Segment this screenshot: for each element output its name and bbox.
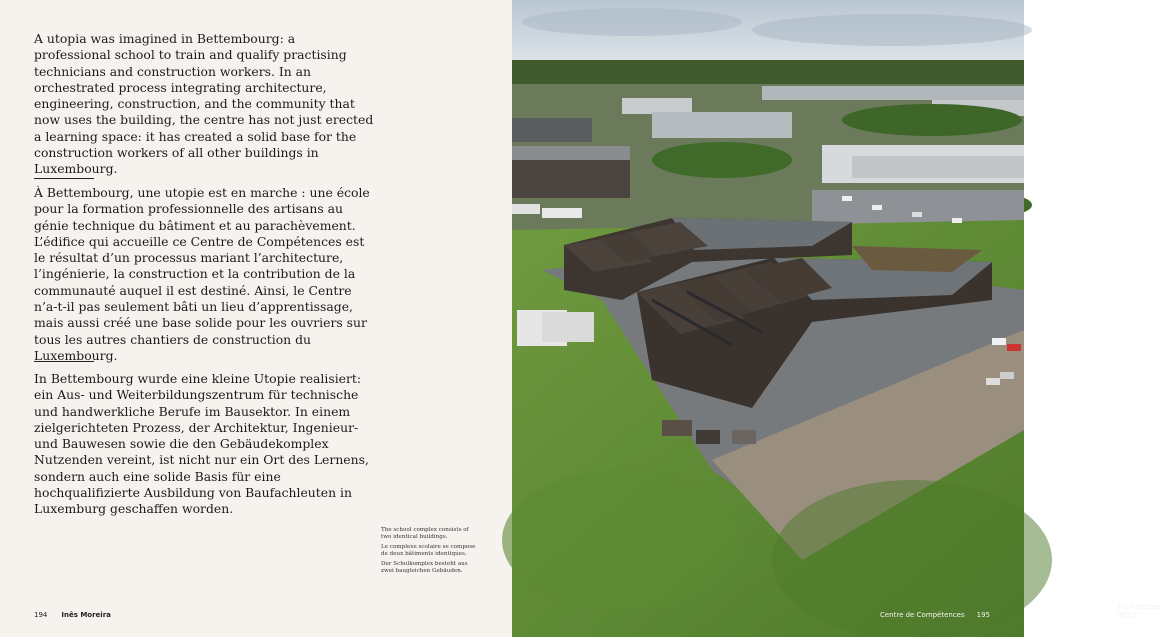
- chapter-title: Centre de Compétences: [879, 611, 965, 619]
- background-building: [652, 112, 792, 138]
- car: [992, 338, 1006, 345]
- caption-german: Der Schulkomplex besteht aus zwei baugleichen Gebäuden.: [381, 561, 468, 574]
- page-number-left: 194: [34, 611, 48, 619]
- car: [986, 378, 1000, 385]
- divider-rule: [34, 361, 94, 362]
- paragraph-german: In Bettembourg wurde eine kleine Utopie realisiert: ein Aus- und Weiterbildungszentrum für technische und handwerkliche Berufe im Bausektor. In einem zielgerichteten Prozess, der Architektur, Ingenieur- und Bauwesen sowie die den Gebäudekomplex Nutzenden vereint, ist nicht nur ein Ort des Lernens, sondern auch eine solide Basis für eine hochqualifizierte Ausbildung von Baufachleuten in Luxemburg geschaffen worden.: [34, 371, 369, 517]
- divider-rule: [34, 178, 94, 179]
- background-building: [622, 98, 692, 114]
- left-page: [0, 0, 512, 637]
- paragraph-french: À Bettembourg, une utopie est en marche : une école pour la formation professionnelle des artisans au génie technique du bâtiment et au parachèvement. L’édifice qui accueille ce Centre de Compétences est le résultat d’un processus mariant l’architecture, l’ingénierie, la construction et la contribution de la communauté auquel il est destiné. Ainsi, le Centre n’a-t-il pas seulement bâti un lieu d’apprentissage, mais aussi créé une base solide pour les ouvriers sur tous les autres chantiers de construction du Luxembourg.: [34, 185, 370, 363]
- aerial-photo: [512, 0, 1024, 637]
- right-page: [512, 0, 1161, 637]
- author-name: Inês Moreira: [61, 611, 111, 619]
- truck: [542, 208, 582, 218]
- caption-english: The school complex consists of two identical buildings.: [381, 527, 469, 540]
- right-footer-section: Architecture de LX: [1118, 603, 1161, 619]
- left-footer: [34, 611, 111, 619]
- right-footer: [880, 611, 990, 619]
- background-building: [512, 118, 592, 142]
- page-number-right: 195: [976, 611, 990, 619]
- car: [1000, 372, 1014, 379]
- car: [1007, 344, 1021, 351]
- tree-line: [512, 60, 1024, 84]
- photo-captions: [381, 527, 477, 579]
- caption-french: Le complexe scolaire se compose de deux bâtiments identiques.: [381, 544, 476, 557]
- paragraph-english: A utopia was imagined in Bettembourg: a professional school to train and qualify practising technicians and construction workers. In an orchestrated process integrating architecture, engineering, construction, and the community that now uses the building, the centre has not just erected a learning space: it has created a solid base for the construction workers of all other buildings in Luxembourg.: [34, 31, 374, 177]
